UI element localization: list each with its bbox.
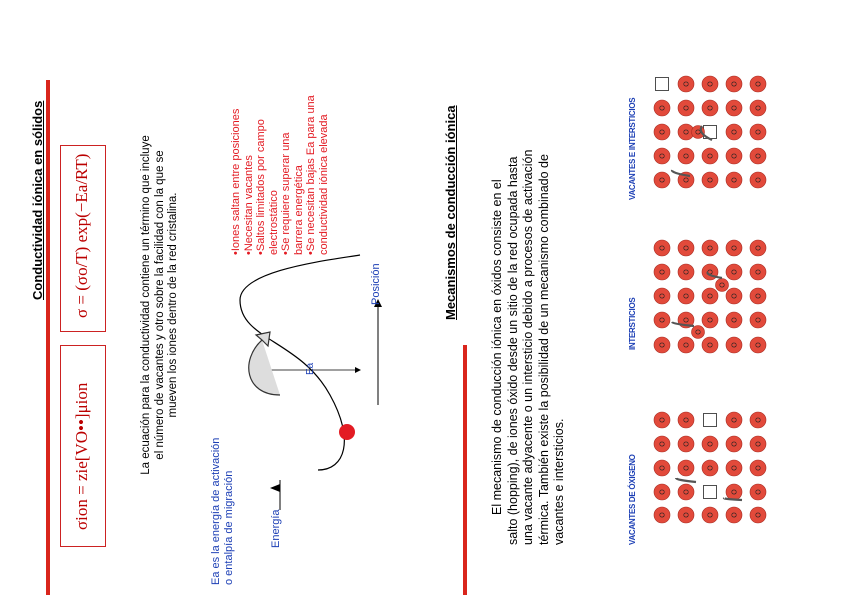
oxide-ion-icon: [678, 76, 694, 92]
oxide-ion-icon: [726, 337, 742, 353]
svg-text:O: O: [707, 177, 715, 183]
position-axis-label: Posición: [370, 263, 382, 305]
svg-text:O: O: [755, 489, 763, 495]
paragraph-line: el número de vacantes y otro sobre la facilidad con la que se: [153, 150, 166, 460]
oxide-ion-icon: [750, 124, 766, 140]
svg-text:O: O: [755, 129, 763, 135]
oxide-ion-icon: [654, 240, 670, 256]
bullet-item: •Saltos limitados por campo: [255, 119, 267, 255]
oxide-ion-icon: [750, 412, 766, 428]
bullet-item: •Se necesitan bajas Ea para una: [305, 95, 317, 255]
svg-text:O: O: [659, 441, 667, 447]
svg-text:O: O: [731, 293, 739, 299]
oxide-ion-icon: [726, 460, 742, 476]
oxide-ion-icon: [702, 240, 718, 256]
svg-text:O: O: [707, 512, 715, 518]
svg-text:O: O: [731, 269, 739, 275]
svg-text:O: O: [659, 417, 667, 423]
svg-text:O: O: [707, 342, 715, 348]
oxide-ion-icon: [678, 412, 694, 428]
svg-text:O: O: [731, 153, 739, 159]
svg-text:O: O: [683, 417, 691, 423]
oxide-ion-icon: [654, 460, 670, 476]
svg-text:O: O: [731, 81, 739, 87]
oxide-ion-icon: [702, 312, 718, 328]
svg-text:O: O: [731, 417, 739, 423]
oxide-ion-icon: [654, 172, 670, 188]
oxide-ion-icon: [702, 148, 718, 164]
svg-text:O: O: [755, 245, 763, 251]
hop-arrow-icon: [676, 478, 696, 482]
section2-title: Mecanismos de conducción iónica: [443, 105, 458, 320]
svg-text:O: O: [707, 465, 715, 471]
svg-text:O: O: [707, 245, 715, 251]
svg-text:O: O: [755, 465, 763, 471]
svg-text:O: O: [707, 81, 715, 87]
svg-text:O: O: [659, 269, 667, 275]
svg-text:O: O: [683, 129, 691, 135]
oxide-ion-icon: [702, 460, 718, 476]
svg-text:O: O: [683, 342, 691, 348]
svg-text:O: O: [659, 105, 667, 111]
svg-text:O: O: [659, 293, 667, 299]
svg-text:O: O: [731, 489, 739, 495]
bullet-item: •Iones saltan entre posiciones: [230, 108, 242, 255]
energy-axis-label: Energía: [270, 509, 282, 548]
oxide-ion-icon: [678, 337, 694, 353]
oxide-ion-icon: [678, 507, 694, 523]
svg-text:O: O: [659, 465, 667, 471]
svg-text:O: O: [755, 441, 763, 447]
svg-text:O: O: [719, 282, 727, 288]
oxide-ion-icon: [654, 484, 670, 500]
oxide-ion-icon: [654, 264, 670, 280]
svg-text:O: O: [683, 465, 691, 471]
oxide-ion-icon: [654, 507, 670, 523]
svg-text:O: O: [683, 81, 691, 87]
svg-text:O: O: [731, 317, 739, 323]
svg-text:O: O: [683, 317, 691, 323]
svg-text:O: O: [731, 465, 739, 471]
oxide-ion-icon: [702, 172, 718, 188]
oxide-ion-icon: [726, 240, 742, 256]
oxide-ion-icon: [750, 460, 766, 476]
svg-text:O: O: [683, 489, 691, 495]
oxide-ion-icon: [702, 100, 718, 116]
oxide-ion-icon: [702, 76, 718, 92]
svg-text:O: O: [731, 105, 739, 111]
svg-text:O: O: [731, 342, 739, 348]
svg-text:O: O: [659, 489, 667, 495]
oxide-ion-icon: [654, 288, 670, 304]
body-line: salto (hopping), de iones óxido desde un sitio de la red ocupada hasta: [505, 156, 520, 545]
oxide-ion-icon: [678, 148, 694, 164]
oxide-ion-icon: [750, 507, 766, 523]
svg-text:O: O: [683, 245, 691, 251]
bullet-item: barrera energética: [292, 165, 305, 255]
oxide-ion-icon: [702, 507, 718, 523]
svg-text:O: O: [659, 153, 667, 159]
svg-text:O: O: [707, 441, 715, 447]
oxide-ion-icon: [750, 312, 766, 328]
formula-arrhenius: σ = (σo/T) exp(−Ea/RT): [72, 153, 91, 318]
oxide-ion-icon: [726, 484, 742, 500]
body-line: vacantes e intersticios.: [552, 418, 566, 545]
formula-sigma-ion: σion = zie[VO••]μion: [72, 382, 91, 530]
bullet-item: conductividad iónica elevada: [317, 114, 330, 255]
oxide-ion-icon: [702, 337, 718, 353]
oxide-ion-icon: [750, 288, 766, 304]
svg-text:O: O: [695, 129, 703, 135]
oxide-ion-icon: [678, 240, 694, 256]
oxide-ion-icon: [726, 100, 742, 116]
oxide-ion-icon: [678, 100, 694, 116]
vacancy-icon: [656, 78, 669, 91]
oxide-ion-icon: [726, 312, 742, 328]
oxide-ion-icon: [750, 337, 766, 353]
svg-text:O: O: [707, 293, 715, 299]
oxide-ion-icon: [678, 264, 694, 280]
oxide-ion-icon: [654, 412, 670, 428]
oxide-ion-icon: [678, 460, 694, 476]
svg-text:O: O: [731, 129, 739, 135]
paragraph-line: La ecuación para la conductividad contiene un término que incluye: [140, 135, 152, 475]
vacancy-icon: [704, 486, 717, 499]
svg-text:O: O: [683, 177, 691, 183]
section1-title: Conductividad iónica en sólidos: [30, 100, 45, 300]
svg-text:O: O: [659, 177, 667, 183]
svg-text:O: O: [659, 245, 667, 251]
svg-text:O: O: [683, 269, 691, 275]
svg-text:O: O: [755, 269, 763, 275]
svg-text:O: O: [707, 105, 715, 111]
oxide-ion-icon: [702, 436, 718, 452]
svg-text:O: O: [659, 512, 667, 518]
lattice-label-combinado: VACANTES E INTERSTICIOS: [628, 97, 637, 200]
oxide-ion-icon: [750, 264, 766, 280]
oxide-ion-icon: [678, 484, 694, 500]
oxide-ion-icon: [654, 337, 670, 353]
oxide-ion-icon: [750, 148, 766, 164]
svg-text:O: O: [755, 317, 763, 323]
vacancy-icon: [704, 414, 717, 427]
svg-text:O: O: [755, 342, 763, 348]
bullet-item: •Necesitan vacantes: [242, 155, 255, 255]
body-line: El mecanismo de conducción iónica en óxidos consiste en el: [490, 179, 504, 515]
svg-text:O: O: [683, 153, 691, 159]
body-line: una vacante adyacente o un intersticio debido a procesos de activación: [521, 149, 535, 545]
svg-text:O: O: [659, 129, 667, 135]
oxide-ion-icon: [654, 124, 670, 140]
oxide-ion-icon: [726, 264, 742, 280]
svg-text:O: O: [683, 441, 691, 447]
oxide-ion-icon: [750, 100, 766, 116]
svg-text:O: O: [731, 245, 739, 251]
oxide-ion-icon: [726, 507, 742, 523]
oxide-ion-icon: [726, 76, 742, 92]
body-line: térmica. También existe la posibilidad de un mecanismo combinado de: [536, 154, 551, 545]
lattice-label-vacantes: VACANTES DE ÓXIGENO: [628, 454, 637, 545]
svg-text:O: O: [695, 329, 703, 335]
oxide-ion-icon: [726, 412, 742, 428]
svg-text:O: O: [707, 269, 715, 275]
oxide-ion-icon: [750, 484, 766, 500]
oxide-ion-icon: [750, 172, 766, 188]
oxide-ion-icon: [750, 436, 766, 452]
ea-label: Ea: [305, 362, 316, 375]
oxide-ion-icon: [726, 124, 742, 140]
svg-text:O: O: [755, 293, 763, 299]
oxide-ion-icon: [654, 148, 670, 164]
svg-text:O: O: [707, 317, 715, 323]
svg-text:O: O: [731, 441, 739, 447]
ea-note-line: Ea es la energía de activación: [210, 437, 222, 585]
svg-text:O: O: [683, 512, 691, 518]
svg-text:O: O: [755, 417, 763, 423]
oxide-ion-icon: [654, 436, 670, 452]
paragraph-line: mueven los iones dentro de la red cristalina.: [167, 192, 179, 418]
svg-text:O: O: [755, 512, 763, 518]
svg-text:O: O: [755, 177, 763, 183]
svg-text:O: O: [731, 512, 739, 518]
oxide-ion-icon: [726, 172, 742, 188]
svg-text:O: O: [683, 293, 691, 299]
svg-text:O: O: [755, 153, 763, 159]
ea-note-line: o entalpía de migración: [223, 470, 235, 585]
oxide-ion-icon: [750, 76, 766, 92]
svg-text:O: O: [659, 317, 667, 323]
oxide-ion-icon: [702, 288, 718, 304]
oxide-ion-icon: [726, 288, 742, 304]
svg-text:O: O: [755, 105, 763, 111]
oxide-ion-icon: [678, 436, 694, 452]
oxide-ion-icon: [678, 288, 694, 304]
lattice-label-intersticios: INTERSTICIOS: [628, 297, 637, 350]
oxide-ion-icon: [726, 148, 742, 164]
oxide-ion-icon: [654, 312, 670, 328]
svg-text:O: O: [659, 342, 667, 348]
svg-text:O: O: [731, 177, 739, 183]
bullet-item: •Se requiere superar una: [280, 132, 292, 255]
oxide-ion-icon: [716, 279, 729, 292]
bullet-item: electrostático: [267, 190, 280, 255]
oxide-ion-icon: [654, 100, 670, 116]
svg-text:O: O: [707, 153, 715, 159]
svg-text:O: O: [683, 105, 691, 111]
oxide-ion-icon: [750, 240, 766, 256]
oxide-ion-icon: [692, 326, 705, 339]
oxide-ion-icon: [726, 436, 742, 452]
svg-text:O: O: [755, 81, 763, 87]
